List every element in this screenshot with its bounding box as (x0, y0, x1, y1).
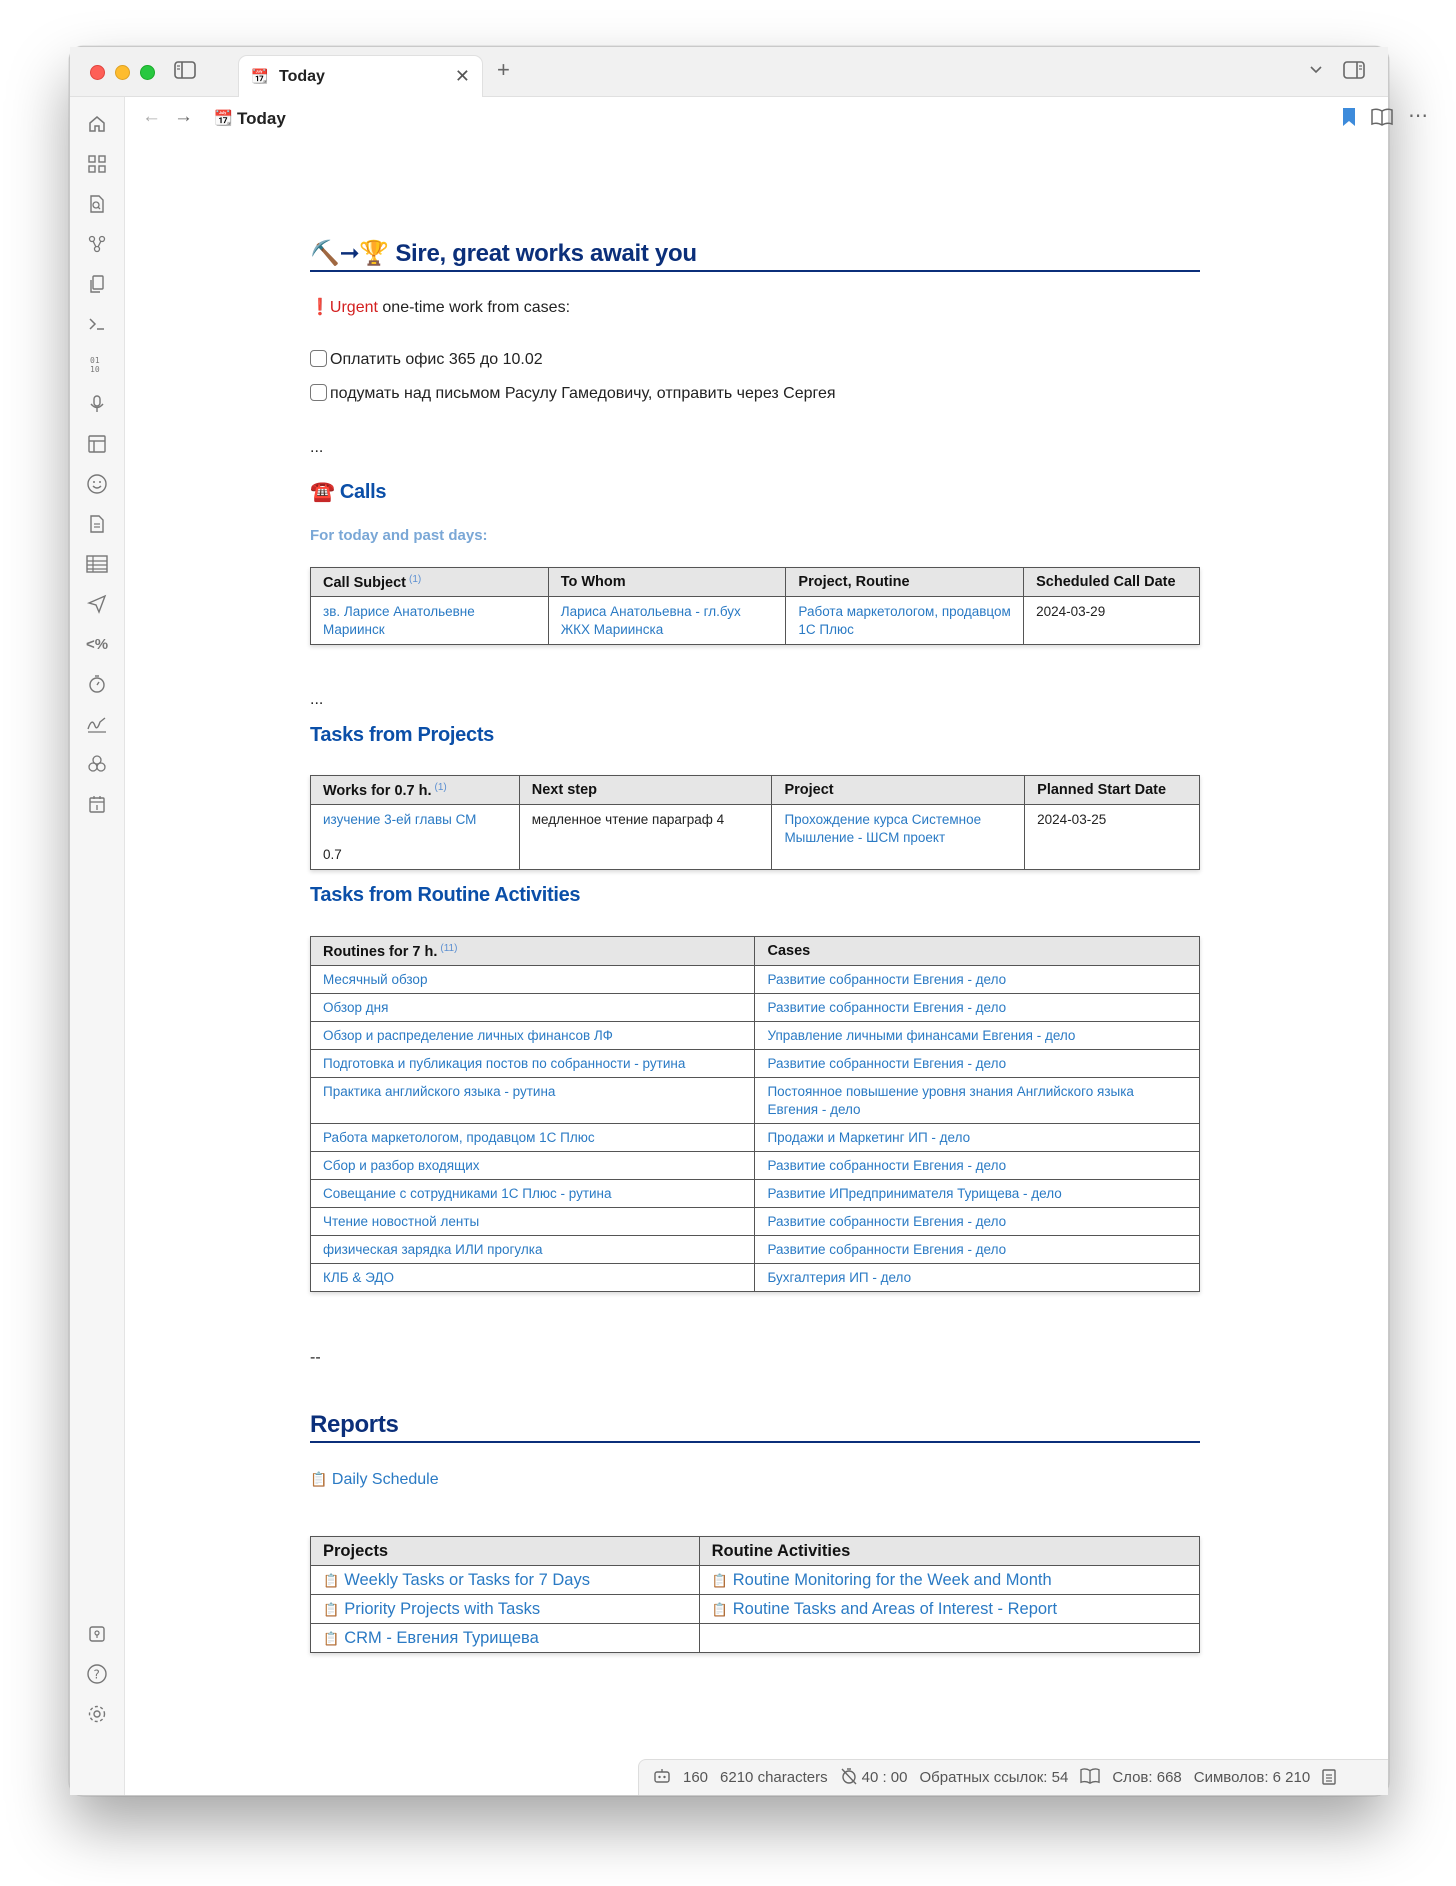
task-item (310, 350, 543, 369)
routines-header[interactable]: Cases (755, 937, 1200, 966)
send-icon[interactable] (82, 589, 112, 619)
routine-link[interactable]: Обзор дня (311, 994, 755, 1022)
case-link[interactable]: Бухгалтерия ИП - дело (755, 1264, 1200, 1292)
more-options-icon[interactable]: ⋯ (1408, 105, 1429, 127)
heading-main: ⛏️➞🏆 Sire, great works await you (310, 239, 1200, 272)
page-icon: 📋 (323, 1573, 340, 1588)
case-link[interactable]: Развитие собранности Евгения - дело (755, 1152, 1200, 1180)
projects-header[interactable]: Project (772, 776, 1025, 805)
page-icon: 📋 (711, 1602, 728, 1617)
home-icon[interactable] (82, 109, 112, 139)
case-link[interactable]: Постоянное повышение уровня знания Английского языка Евгения - дело (755, 1078, 1200, 1124)
case-link[interactable]: Развитие собранности Евгения - дело (755, 1236, 1200, 1264)
table-row (311, 1124, 1200, 1152)
calls-header[interactable]: Project, Routine (786, 568, 1024, 597)
robot-icon[interactable] (653, 1768, 671, 1788)
svg-text:10: 10 (90, 365, 100, 374)
report-cell (311, 1595, 700, 1624)
tab-today[interactable] (238, 55, 483, 97)
grid-icon[interactable] (82, 149, 112, 179)
table-row (311, 1264, 1200, 1292)
book-icon[interactable] (1080, 1767, 1100, 1789)
task-checkbox[interactable] (310, 350, 327, 367)
layout-icon[interactable] (82, 429, 112, 459)
stopwatch-icon[interactable] (82, 669, 112, 699)
task-checkbox[interactable] (310, 384, 327, 401)
minimize-window-button[interactable] (115, 65, 130, 80)
calls-table (310, 567, 1200, 645)
report-cell (311, 1624, 700, 1653)
backlinks-count[interactable]: Обратных ссылок: 54 (919, 1769, 1069, 1786)
left-ribbon (70, 97, 125, 1795)
work-link[interactable]: изучение 3-ей главы СМ (323, 812, 477, 827)
gear-icon[interactable] (82, 1699, 112, 1729)
task-text: подумать над письмом Расулу Гамедовичу, отправить через Сергея (330, 385, 836, 402)
back-arrow-icon[interactable]: ← (142, 106, 161, 127)
report-cell (699, 1624, 1199, 1653)
reports-table (310, 1536, 1200, 1653)
calls-heading: ☎️ Calls (310, 481, 387, 503)
timer-value[interactable]: 40 : 00 (861, 1769, 908, 1786)
percent-icon[interactable]: <% (85, 635, 109, 653)
copy-icon[interactable] (82, 269, 112, 299)
calls-header[interactable]: Call Subject $^{(1)}$ (311, 568, 549, 597)
case-link[interactable]: Развитие ИПредпринимателя Турищева - дело (755, 1180, 1200, 1208)
table-row (311, 1180, 1200, 1208)
table-row (311, 1208, 1200, 1236)
call-project-link[interactable]: Работа маркетологом, продавцом 1С Плюс (786, 597, 1024, 645)
routine-link[interactable]: КЛБ & ЭДО (311, 1264, 755, 1292)
close-tab-icon[interactable]: ✕ (454, 66, 470, 86)
call-date: 2024-03-29 (1024, 597, 1200, 645)
ellipsis-text: ... (310, 439, 324, 456)
table-row (311, 1152, 1200, 1180)
table-row (311, 1050, 1200, 1078)
cubes-icon[interactable] (82, 749, 112, 779)
projects-table (310, 775, 1200, 870)
page-icon: 📋 (310, 1471, 328, 1487)
table-row (311, 994, 1200, 1022)
urgent-line (310, 297, 570, 317)
help-icon[interactable] (82, 1659, 112, 1689)
timer-off-icon[interactable] (840, 1767, 858, 1789)
task-item (310, 384, 836, 403)
calendar-icon: 📆 (251, 68, 269, 84)
page-icon: 📋 (711, 1573, 728, 1588)
table-row (311, 1236, 1200, 1264)
project-link[interactable]: Прохождение курса Системное Мышление - ШСМ проект (772, 805, 1025, 870)
routines-table (310, 936, 1200, 1292)
ellipsis-text: ... (310, 691, 324, 708)
table-row (311, 1078, 1200, 1124)
case-link[interactable]: Управление личными финансами Евгения - дело (755, 1022, 1200, 1050)
page-title[interactable]: Today (237, 109, 286, 128)
report-cell (311, 1566, 700, 1595)
case-link[interactable]: Продажи и Маркетинг ИП - дело (755, 1124, 1200, 1152)
page-icon: 📋 (323, 1602, 340, 1617)
table-row (311, 1566, 1200, 1595)
smiley-icon[interactable] (82, 469, 112, 499)
routine-link[interactable]: Обзор и распределение личных финансов ЛФ (311, 1022, 755, 1050)
case-link[interactable]: Развитие собранности Евгения - дело (755, 1208, 1200, 1236)
terminal-icon[interactable] (82, 309, 112, 339)
clipboard-icon[interactable] (1322, 1767, 1336, 1789)
work-hours: 0.7 (323, 847, 342, 862)
report-link[interactable]: Routine Monitoring for the Week and Month (732, 1571, 1052, 1589)
signature-icon[interactable] (82, 709, 112, 739)
reports-header[interactable]: Projects (311, 1537, 700, 1566)
maximize-window-button[interactable] (140, 65, 155, 80)
dashes-text: -- (310, 1349, 321, 1366)
chevron-down-icon[interactable] (1308, 61, 1324, 81)
svg-text:01: 01 (90, 356, 100, 365)
routine-link[interactable]: Работа маркетологом, продавцом 1С Плюс (311, 1124, 755, 1152)
routines-heading: Tasks from Routine Activities (310, 884, 581, 906)
forward-arrow-icon[interactable]: → (174, 106, 193, 127)
status-bar (638, 1759, 1388, 1795)
table-icon[interactable] (82, 549, 112, 579)
projects-header[interactable]: Planned Start Date (1025, 776, 1200, 805)
file-search-icon[interactable] (82, 189, 112, 219)
urgent-word: Urgent (329, 299, 378, 316)
symbol-count: Символов: 6 210 (1193, 1769, 1311, 1786)
calls-header[interactable]: To Whom (548, 568, 786, 597)
sidebar-toggle-icon[interactable] (174, 61, 196, 83)
title-bar (70, 47, 1388, 97)
routine-link[interactable]: Подготовка и публикация постов по собранности - рутина (311, 1050, 755, 1078)
page-icon: 📋 (323, 1631, 340, 1646)
projects-header[interactable]: Works for 0.7 h. $^{(1)}$ (311, 776, 520, 805)
projects-heading: Tasks from Projects (310, 724, 495, 746)
bookmark-icon[interactable] (1341, 107, 1357, 132)
calendar-day-icon[interactable] (82, 789, 112, 819)
binary-icon[interactable] (82, 349, 112, 379)
routine-link[interactable]: Совещание с сотрудниками 1С Плюс - рутина (311, 1180, 755, 1208)
call-contact-link[interactable]: Лариса Анатольевна - гл.бух ЖКХ Мариинска (548, 597, 786, 645)
routine-link[interactable]: Практика английского языка - рутина (311, 1078, 755, 1124)
table-row (311, 597, 1200, 645)
urgent-rest: one-time work from cases: (377, 299, 571, 316)
close-window-button[interactable] (90, 65, 105, 80)
table-row (311, 1022, 1200, 1050)
line-count: 160 (683, 1769, 709, 1786)
case-link[interactable]: Развитие собранности Евгения - дело (755, 994, 1200, 1022)
table-row (311, 966, 1200, 994)
urgent-mark: ❗ (310, 299, 330, 316)
routines-header[interactable]: Routines for 7 h. $^{(11)}$ (311, 937, 755, 966)
reports-heading: Reports (310, 1411, 1200, 1443)
next-step: медленное чтение параграф 4 (519, 805, 772, 870)
reports-header[interactable]: Routine Activities (699, 1537, 1199, 1566)
report-link[interactable]: Priority Projects with Tasks (344, 1600, 541, 1618)
case-link[interactable]: Развитие собранности Евгения - дело (755, 1050, 1200, 1078)
right-sidebar-toggle-icon[interactable] (1343, 61, 1365, 83)
routine-link[interactable]: физическая зарядка ИЛИ прогулка (311, 1236, 755, 1264)
view-header (126, 97, 1429, 139)
document-icon[interactable] (82, 509, 112, 539)
vault-help-icon[interactable] (82, 1619, 112, 1649)
tab-title: Today (279, 68, 325, 85)
work-cell (311, 805, 520, 870)
new-tab-icon[interactable]: + (497, 57, 510, 82)
planned-date: 2024-03-25 (1025, 805, 1200, 870)
report-cell (699, 1566, 1199, 1595)
report-cell (699, 1595, 1199, 1624)
projects-header[interactable]: Next step (519, 776, 772, 805)
task-text: Оплатить офис 365 до 10.02 (330, 351, 543, 368)
microphone-icon[interactable] (82, 389, 112, 419)
graph-icon[interactable] (82, 229, 112, 259)
daily-schedule-link[interactable]: Daily Schedule (331, 1471, 439, 1488)
case-link[interactable]: Развитие собранности Евгения - дело (755, 966, 1200, 994)
table-row (311, 805, 1200, 870)
calls-header[interactable]: Scheduled Call Date (1024, 568, 1200, 597)
report-link[interactable]: CRM - Евгения Турищева (344, 1629, 539, 1647)
character-count: 6210 characters (720, 1769, 828, 1786)
reading-view-icon[interactable] (1371, 107, 1393, 132)
table-row (311, 1595, 1200, 1624)
svg-text:?: ? (93, 1667, 100, 1682)
call-subject-link[interactable]: зв. Ларисе Анатольевне Мариинск (311, 597, 549, 645)
calls-subheading: For today and past days: (310, 527, 488, 544)
table-row (311, 1624, 1200, 1653)
app-window (69, 46, 1429, 1796)
report-link[interactable]: Weekly Tasks or Tasks for 7 Days (344, 1571, 590, 1589)
routine-link[interactable]: Месячный обзор (311, 966, 755, 994)
routine-link[interactable]: Чтение новостной ленты (311, 1208, 755, 1236)
routine-link[interactable]: Сбор и разбор входящих (311, 1152, 755, 1180)
daily-schedule-line (310, 1471, 439, 1489)
word-count: Слов: 668 (1112, 1769, 1182, 1786)
report-link[interactable]: Routine Tasks and Areas of Interest - Report (732, 1600, 1058, 1618)
calendar-icon: 📆 (214, 110, 233, 127)
